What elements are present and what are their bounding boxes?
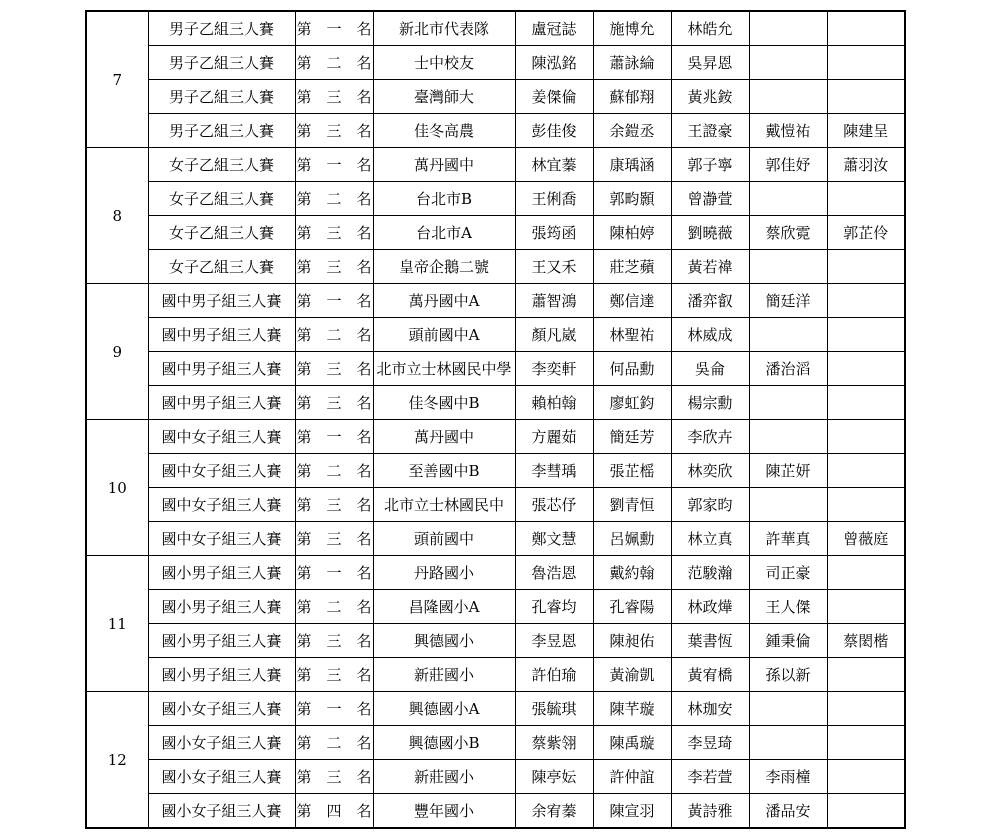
table-row bbox=[86, 692, 905, 726]
member-cell: 劉青恒 bbox=[593, 488, 671, 522]
team-cell: 萬丹國中 bbox=[373, 420, 515, 454]
member-cell: 鄭信達 bbox=[593, 284, 671, 318]
member-cell: 陳泓銘 bbox=[515, 46, 593, 80]
member-cell: 王俐喬 bbox=[515, 182, 593, 216]
member-cell: 施博允 bbox=[593, 11, 671, 46]
member-cell: 劉曉薇 bbox=[671, 216, 749, 250]
table-row bbox=[86, 522, 905, 556]
member-cell: 陳芊璇 bbox=[593, 692, 671, 726]
place-cell: 第 三 名 bbox=[295, 114, 373, 148]
member-cell bbox=[749, 250, 827, 284]
table-row bbox=[86, 454, 905, 488]
member-cell: 呂姵勳 bbox=[593, 522, 671, 556]
member-cell bbox=[827, 658, 905, 692]
event-cell: 國中女子組三人賽 bbox=[148, 522, 295, 556]
member-cell bbox=[827, 420, 905, 454]
member-cell: 蔡紫翎 bbox=[515, 726, 593, 760]
member-cell bbox=[827, 182, 905, 216]
member-cell: 楊宗勳 bbox=[671, 386, 749, 420]
event-cell: 國中女子組三人賽 bbox=[148, 488, 295, 522]
table-row bbox=[86, 556, 905, 590]
member-cell: 廖虹鈞 bbox=[593, 386, 671, 420]
team-cell: 豐年國小 bbox=[373, 794, 515, 829]
member-cell: 孔睿陽 bbox=[593, 590, 671, 624]
member-cell: 潘弈叡 bbox=[671, 284, 749, 318]
group-number-cell: 8 bbox=[86, 148, 148, 284]
member-cell: 郭家昀 bbox=[671, 488, 749, 522]
team-cell: 丹路國小 bbox=[373, 556, 515, 590]
team-cell: 士中校友 bbox=[373, 46, 515, 80]
table-row bbox=[86, 420, 905, 454]
member-cell: 郭子寧 bbox=[671, 148, 749, 182]
member-cell: 黃渝凱 bbox=[593, 658, 671, 692]
member-cell: 林宜蓁 bbox=[515, 148, 593, 182]
member-cell: 陳芷妍 bbox=[749, 454, 827, 488]
member-cell: 莊芝蘋 bbox=[593, 250, 671, 284]
member-cell: 郭畇顥 bbox=[593, 182, 671, 216]
place-cell: 第 三 名 bbox=[295, 386, 373, 420]
place-cell: 第 二 名 bbox=[295, 318, 373, 352]
group-number-cell: 10 bbox=[86, 420, 148, 556]
table-row bbox=[86, 80, 905, 114]
results-table bbox=[85, 10, 906, 829]
member-cell bbox=[749, 420, 827, 454]
event-cell: 國小女子組三人賽 bbox=[148, 794, 295, 829]
member-cell: 姜傑倫 bbox=[515, 80, 593, 114]
table-row bbox=[86, 284, 905, 318]
table-row bbox=[86, 624, 905, 658]
member-cell: 陳建呈 bbox=[827, 114, 905, 148]
event-cell: 女子乙組三人賽 bbox=[148, 182, 295, 216]
event-cell: 國中女子組三人賽 bbox=[148, 420, 295, 454]
member-cell: 李若萱 bbox=[671, 760, 749, 794]
place-cell: 第 二 名 bbox=[295, 726, 373, 760]
event-cell: 國中男子組三人賽 bbox=[148, 386, 295, 420]
team-cell: 興德國小A bbox=[373, 692, 515, 726]
member-cell bbox=[749, 386, 827, 420]
place-cell: 第 三 名 bbox=[295, 488, 373, 522]
member-cell: 蕭羽汝 bbox=[827, 148, 905, 182]
member-cell bbox=[749, 80, 827, 114]
member-cell: 李昱恩 bbox=[515, 624, 593, 658]
team-cell: 頭前國中 bbox=[373, 522, 515, 556]
member-cell: 康瑀涵 bbox=[593, 148, 671, 182]
team-cell: 至善國中B bbox=[373, 454, 515, 488]
member-cell: 盧冠誌 bbox=[515, 11, 593, 46]
table-row bbox=[86, 46, 905, 80]
member-cell: 陳宣羽 bbox=[593, 794, 671, 829]
member-cell bbox=[827, 726, 905, 760]
member-cell: 余宥蓁 bbox=[515, 794, 593, 829]
member-cell: 戴約翰 bbox=[593, 556, 671, 590]
event-cell: 國中男子組三人賽 bbox=[148, 284, 295, 318]
table-row bbox=[86, 590, 905, 624]
place-cell: 第 三 名 bbox=[295, 760, 373, 794]
place-cell: 第 一 名 bbox=[295, 148, 373, 182]
member-cell: 張毓琪 bbox=[515, 692, 593, 726]
member-cell: 彭佳俊 bbox=[515, 114, 593, 148]
event-cell: 女子乙組三人賽 bbox=[148, 216, 295, 250]
team-cell: 皇帝企鵝二號 bbox=[373, 250, 515, 284]
member-cell bbox=[827, 760, 905, 794]
table-row bbox=[86, 488, 905, 522]
place-cell: 第 四 名 bbox=[295, 794, 373, 829]
member-cell: 范駿瀚 bbox=[671, 556, 749, 590]
team-cell: 新莊國小 bbox=[373, 760, 515, 794]
member-cell: 陳亭妘 bbox=[515, 760, 593, 794]
member-cell: 余鎧丞 bbox=[593, 114, 671, 148]
member-cell: 王證豪 bbox=[671, 114, 749, 148]
place-cell: 第 三 名 bbox=[295, 216, 373, 250]
member-cell: 孫以新 bbox=[749, 658, 827, 692]
event-cell: 國中男子組三人賽 bbox=[148, 318, 295, 352]
team-cell: 新莊國小 bbox=[373, 658, 515, 692]
member-cell: 林立真 bbox=[671, 522, 749, 556]
table-row bbox=[86, 794, 905, 829]
member-cell: 許伯瑜 bbox=[515, 658, 593, 692]
member-cell bbox=[827, 80, 905, 114]
member-cell: 鍾秉倫 bbox=[749, 624, 827, 658]
event-cell: 女子乙組三人賽 bbox=[148, 148, 295, 182]
member-cell bbox=[749, 488, 827, 522]
table-row bbox=[86, 216, 905, 250]
member-cell bbox=[749, 46, 827, 80]
team-cell: 萬丹國中 bbox=[373, 148, 515, 182]
member-cell bbox=[827, 11, 905, 46]
team-cell: 臺灣師大 bbox=[373, 80, 515, 114]
event-cell: 國中女子組三人賽 bbox=[148, 454, 295, 488]
member-cell bbox=[827, 556, 905, 590]
place-cell: 第 二 名 bbox=[295, 590, 373, 624]
place-cell: 第 三 名 bbox=[295, 658, 373, 692]
member-cell bbox=[749, 692, 827, 726]
event-cell: 女子乙組三人賽 bbox=[148, 250, 295, 284]
group-number-cell: 7 bbox=[86, 11, 148, 148]
place-cell: 第 三 名 bbox=[295, 352, 373, 386]
member-cell bbox=[749, 318, 827, 352]
member-cell bbox=[827, 488, 905, 522]
member-cell: 林威成 bbox=[671, 318, 749, 352]
event-cell: 國小男子組三人賽 bbox=[148, 658, 295, 692]
member-cell: 曾薇庭 bbox=[827, 522, 905, 556]
member-cell: 陳昶佑 bbox=[593, 624, 671, 658]
member-cell: 黃若禕 bbox=[671, 250, 749, 284]
place-cell: 第 三 名 bbox=[295, 522, 373, 556]
place-cell: 第 二 名 bbox=[295, 454, 373, 488]
member-cell: 何品勳 bbox=[593, 352, 671, 386]
member-cell: 司正豪 bbox=[749, 556, 827, 590]
member-cell: 林政燁 bbox=[671, 590, 749, 624]
member-cell: 葉書恆 bbox=[671, 624, 749, 658]
member-cell: 林皓允 bbox=[671, 11, 749, 46]
member-cell: 黃兆銨 bbox=[671, 80, 749, 114]
table-row bbox=[86, 114, 905, 148]
member-cell: 陳禹璇 bbox=[593, 726, 671, 760]
team-cell: 興德國小 bbox=[373, 624, 515, 658]
place-cell: 第 三 名 bbox=[295, 624, 373, 658]
team-cell: 佳冬國中B bbox=[373, 386, 515, 420]
member-cell: 郭佳妤 bbox=[749, 148, 827, 182]
group-number-cell: 12 bbox=[86, 692, 148, 829]
member-cell bbox=[827, 352, 905, 386]
team-cell: 台北市A bbox=[373, 216, 515, 250]
member-cell: 張芯伃 bbox=[515, 488, 593, 522]
member-cell bbox=[827, 386, 905, 420]
member-cell: 李彗瑀 bbox=[515, 454, 593, 488]
member-cell: 簡廷芳 bbox=[593, 420, 671, 454]
place-cell: 第 一 名 bbox=[295, 284, 373, 318]
member-cell: 方麗茹 bbox=[515, 420, 593, 454]
table-row bbox=[86, 352, 905, 386]
member-cell: 許華真 bbox=[749, 522, 827, 556]
team-cell: 昌隆國小A bbox=[373, 590, 515, 624]
member-cell: 林珈安 bbox=[671, 692, 749, 726]
place-cell: 第 三 名 bbox=[295, 250, 373, 284]
member-cell: 林聖祐 bbox=[593, 318, 671, 352]
member-cell bbox=[827, 794, 905, 829]
member-cell: 李奕軒 bbox=[515, 352, 593, 386]
member-cell: 李昱琦 bbox=[671, 726, 749, 760]
team-cell: 萬丹國中A bbox=[373, 284, 515, 318]
table-row bbox=[86, 386, 905, 420]
member-cell: 黃詩雅 bbox=[671, 794, 749, 829]
member-cell: 潘品安 bbox=[749, 794, 827, 829]
member-cell: 郭芷伶 bbox=[827, 216, 905, 250]
team-cell: 北市立士林國民中 bbox=[373, 488, 515, 522]
member-cell: 蕭智鴻 bbox=[515, 284, 593, 318]
member-cell: 吳侖 bbox=[671, 352, 749, 386]
event-cell: 國小男子組三人賽 bbox=[148, 590, 295, 624]
member-cell: 蔡欣霓 bbox=[749, 216, 827, 250]
place-cell: 第 一 名 bbox=[295, 11, 373, 46]
member-cell: 曾瀞萱 bbox=[671, 182, 749, 216]
member-cell: 蕭詠綸 bbox=[593, 46, 671, 80]
member-cell: 王又禾 bbox=[515, 250, 593, 284]
member-cell bbox=[827, 284, 905, 318]
member-cell: 林奕欣 bbox=[671, 454, 749, 488]
place-cell: 第 一 名 bbox=[295, 556, 373, 590]
event-cell: 國小女子組三人賽 bbox=[148, 760, 295, 794]
table-row bbox=[86, 318, 905, 352]
place-cell: 第 二 名 bbox=[295, 182, 373, 216]
event-cell: 男子乙組三人賽 bbox=[148, 114, 295, 148]
table-row bbox=[86, 760, 905, 794]
member-cell: 魯浩恩 bbox=[515, 556, 593, 590]
results-body bbox=[86, 11, 905, 828]
member-cell bbox=[749, 182, 827, 216]
place-cell: 第 三 名 bbox=[295, 80, 373, 114]
member-cell bbox=[749, 11, 827, 46]
member-cell: 簡廷洋 bbox=[749, 284, 827, 318]
member-cell bbox=[827, 318, 905, 352]
place-cell: 第 一 名 bbox=[295, 692, 373, 726]
member-cell: 潘治滔 bbox=[749, 352, 827, 386]
event-cell: 國小男子組三人賽 bbox=[148, 624, 295, 658]
member-cell: 吳昇恩 bbox=[671, 46, 749, 80]
team-cell: 興德國小B bbox=[373, 726, 515, 760]
member-cell: 張芷榣 bbox=[593, 454, 671, 488]
member-cell bbox=[827, 590, 905, 624]
member-cell: 蔡閎楷 bbox=[827, 624, 905, 658]
member-cell: 蘇郁翔 bbox=[593, 80, 671, 114]
member-cell: 李欣卉 bbox=[671, 420, 749, 454]
group-number-cell: 11 bbox=[86, 556, 148, 692]
team-cell: 北市立士林國民中學 bbox=[373, 352, 515, 386]
table-row bbox=[86, 658, 905, 692]
member-cell bbox=[827, 692, 905, 726]
member-cell bbox=[749, 726, 827, 760]
team-cell: 頭前國中A bbox=[373, 318, 515, 352]
member-cell: 黃宥橋 bbox=[671, 658, 749, 692]
team-cell: 佳冬高農 bbox=[373, 114, 515, 148]
team-cell: 台北市B bbox=[373, 182, 515, 216]
table-row bbox=[86, 182, 905, 216]
member-cell: 孔睿均 bbox=[515, 590, 593, 624]
event-cell: 國小男子組三人賽 bbox=[148, 556, 295, 590]
event-cell: 男子乙組三人賽 bbox=[148, 80, 295, 114]
member-cell bbox=[827, 250, 905, 284]
member-cell bbox=[827, 46, 905, 80]
team-cell: 新北市代表隊 bbox=[373, 11, 515, 46]
table-row bbox=[86, 726, 905, 760]
table-row bbox=[86, 11, 905, 46]
event-cell: 男子乙組三人賽 bbox=[148, 11, 295, 46]
member-cell: 戴愷祐 bbox=[749, 114, 827, 148]
member-cell: 顏凡崴 bbox=[515, 318, 593, 352]
event-cell: 男子乙組三人賽 bbox=[148, 46, 295, 80]
place-cell: 第 一 名 bbox=[295, 420, 373, 454]
member-cell: 賴柏翰 bbox=[515, 386, 593, 420]
member-cell: 鄭文慧 bbox=[515, 522, 593, 556]
event-cell: 國中男子組三人賽 bbox=[148, 352, 295, 386]
member-cell bbox=[827, 454, 905, 488]
member-cell: 許仲誼 bbox=[593, 760, 671, 794]
member-cell: 張筠函 bbox=[515, 216, 593, 250]
place-cell: 第 二 名 bbox=[295, 46, 373, 80]
event-cell: 國小女子組三人賽 bbox=[148, 692, 295, 726]
member-cell: 王人傑 bbox=[749, 590, 827, 624]
table-row bbox=[86, 148, 905, 182]
table-row bbox=[86, 250, 905, 284]
member-cell: 陳柏婷 bbox=[593, 216, 671, 250]
event-cell: 國小女子組三人賽 bbox=[148, 726, 295, 760]
member-cell: 李雨橦 bbox=[749, 760, 827, 794]
group-number-cell: 9 bbox=[86, 284, 148, 420]
